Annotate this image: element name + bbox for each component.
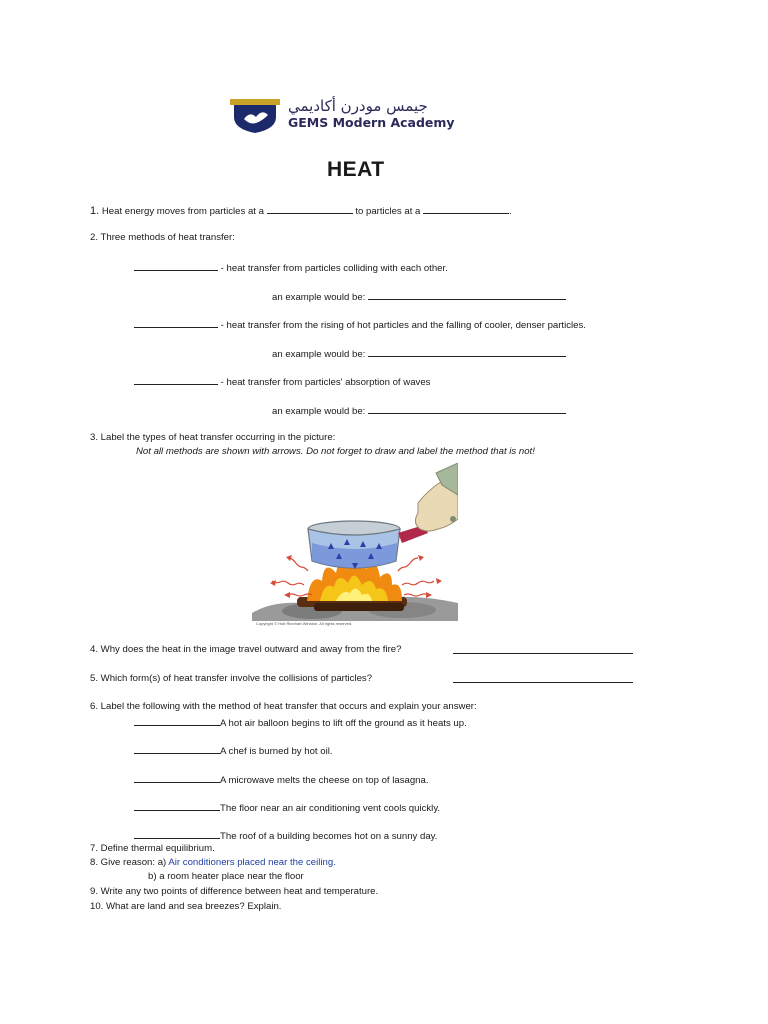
question-6-item [134, 801, 440, 815]
question-6-item-text: A microwave melts the cheese on top of lasagna. [220, 775, 429, 786]
illustration-copyright: Copyright © Holt Rinehart Winston. All rights reserved. [256, 621, 353, 626]
example-1-row [272, 290, 566, 304]
question-5: 5. Which form(s) of heat transfer involve the collisions of particles? [90, 673, 373, 684]
example-2-row [272, 347, 566, 361]
answer-blank[interactable] [453, 673, 633, 683]
question-6-item-text: A chef is burned by hot oil. [220, 746, 333, 757]
method-3-row [134, 375, 430, 389]
answer-blank[interactable] [134, 829, 220, 839]
question-1-number: 1. [90, 205, 100, 217]
method-2-row [134, 318, 586, 332]
question-1-end: . [509, 206, 512, 217]
question-8 [90, 857, 336, 869]
method-3-text: - heat transfer from particles' absorption of waves [220, 377, 431, 388]
answer-blank[interactable] [134, 318, 218, 328]
method-1-row [134, 261, 448, 275]
question-8-prefix: 8. Give reason: a) [90, 857, 167, 868]
question-1-part1: Heat energy moves from particles at a [101, 206, 264, 217]
example-label: an example would be: [272, 406, 366, 417]
question-6-item-text: The roof of a building becomes hot on a sunny day. [220, 831, 438, 842]
question-6-item [134, 773, 429, 787]
question-4-answer [453, 644, 633, 658]
answer-blank[interactable] [368, 290, 566, 300]
example-3-row [272, 404, 566, 418]
school-name: GEMS Modern Academy [288, 115, 455, 130]
question-1 [90, 204, 512, 218]
question-3-note: Not all methods are shown with arrows. Do not forget to draw and label the method that is not! [136, 446, 535, 457]
answer-blank[interactable] [134, 716, 220, 726]
answer-blank[interactable] [453, 644, 633, 654]
school-logo [230, 99, 480, 133]
shield-crest-icon [230, 99, 280, 133]
answer-blank[interactable] [134, 801, 220, 811]
question-6-item-text: The floor near an air conditioning vent cools quickly. [220, 803, 441, 814]
page-title: HEAT [327, 158, 385, 181]
answer-blank[interactable] [267, 204, 353, 214]
answer-blank[interactable] [134, 375, 218, 385]
answer-blank[interactable] [134, 261, 218, 271]
example-label: an example would be: [272, 292, 366, 303]
question-6-heading: 6. Label the following with the method of heat transfer that occurs and explain your answer: [90, 701, 477, 712]
question-3-heading: 3. Label the types of heat transfer occurring in the picture: [90, 432, 336, 443]
answer-blank[interactable] [134, 773, 220, 783]
answer-blank[interactable] [134, 744, 220, 754]
question-1-part2: to particles at a [355, 206, 421, 217]
question-5-answer [453, 673, 633, 687]
method-1-text: - heat transfer from particles colliding with each other. [220, 263, 448, 274]
question-4: 4. Why does the heat in the image travel outward and away from the fire? [90, 644, 402, 655]
answer-blank[interactable] [368, 347, 566, 357]
question-6-item [134, 744, 333, 758]
question-10: 10. What are land and sea breezes? Explain. [90, 901, 282, 912]
answer-blank[interactable] [423, 204, 509, 214]
question-7: 7. Define thermal equilibrium. [90, 843, 215, 854]
heat-transfer-illustration [252, 463, 458, 630]
school-name-arabic: جيمس مودرن أكاديمي [288, 97, 428, 115]
example-label: an example would be: [272, 349, 366, 360]
question-2-heading: 2. Three methods of heat transfer: [90, 232, 235, 243]
question-6-item [134, 716, 467, 730]
method-2-text: - heat transfer from the rising of hot particles and the falling of cooler, denser particles. [220, 320, 586, 331]
question-9: 9. Write any two points of difference between heat and temperature. [90, 886, 379, 897]
question-8-b: b) a room heater place near the floor [148, 871, 304, 882]
question-6-item-text: A hot air balloon begins to lift off the ground as it heats up. [220, 718, 467, 729]
question-6-item [134, 829, 437, 843]
question-8-a: Air conditioners placed near the ceiling. [168, 857, 336, 868]
answer-blank[interactable] [368, 404, 566, 414]
